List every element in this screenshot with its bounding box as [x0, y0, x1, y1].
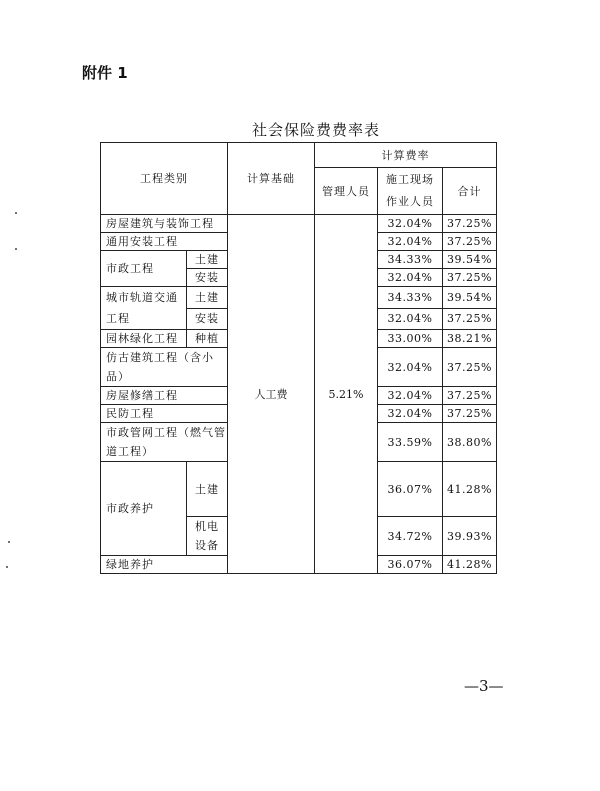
site-rate: 34.33%: [378, 251, 443, 269]
row-subcategory: 土建: [187, 287, 228, 309]
total-rate: 37.25%: [443, 215, 497, 233]
scan-speck: [8, 541, 10, 543]
site-rate: 34.33%: [378, 287, 443, 309]
row-subcategory: 土建: [187, 251, 228, 269]
total-rate: 41.28%: [443, 462, 497, 517]
row-category: 绿地养护: [101, 556, 228, 574]
row-category: 民防工程: [101, 405, 228, 423]
table-title: 社会保险费费率表: [252, 121, 381, 139]
header-site-workers: 施工现场作业人员: [378, 168, 443, 215]
header-rate: 计算费率: [315, 143, 497, 168]
site-rate: 33.00%: [378, 330, 443, 348]
row-category: 房屋修缮工程: [101, 387, 228, 405]
header-management: 管理人员: [315, 168, 378, 215]
scan-speck: [6, 566, 8, 568]
row-category: 仿古建筑工程（含小品）: [101, 348, 228, 387]
management-rate: 5.21%: [315, 215, 378, 574]
row-subcategory: 安装: [187, 308, 228, 330]
page-number: —3—: [464, 677, 504, 695]
row-subcategory: 安装: [187, 269, 228, 287]
site-rate: 36.07%: [378, 462, 443, 517]
row-category: 房屋建筑与装饰工程: [101, 215, 228, 233]
row-subcategory: 机电设备: [187, 517, 228, 556]
scan-speck: [15, 212, 17, 214]
total-rate: 41.28%: [443, 556, 497, 574]
site-rate: 32.04%: [378, 269, 443, 287]
site-rate: 36.07%: [378, 556, 443, 574]
total-rate: 38.21%: [443, 330, 497, 348]
social-insurance-rate-table: [100, 142, 497, 574]
total-rate: 37.25%: [443, 348, 497, 387]
row-category: 市政工程: [101, 251, 187, 287]
site-rate: 33.59%: [378, 423, 443, 462]
total-rate: 39.54%: [443, 287, 497, 309]
header-basis: 计算基础: [228, 143, 315, 215]
site-rate: 32.04%: [378, 215, 443, 233]
site-rate: 32.04%: [378, 233, 443, 251]
row-category: 市政养护: [101, 462, 187, 556]
table-row: [101, 215, 497, 233]
total-rate: 37.25%: [443, 405, 497, 423]
total-rate: 37.25%: [443, 387, 497, 405]
row-category: 园林绿化工程: [101, 330, 187, 348]
row-subcategory: 种植: [187, 330, 228, 348]
site-rate: 32.04%: [378, 348, 443, 387]
total-rate: 38.80%: [443, 423, 497, 462]
row-category: 通用安装工程: [101, 233, 228, 251]
basis-value: 人工费: [228, 215, 315, 574]
table-row: [101, 143, 497, 168]
row-subcategory: 土建: [187, 462, 228, 517]
header-category: 工程类别: [101, 143, 228, 215]
total-rate: 37.25%: [443, 233, 497, 251]
header-total: 合计: [443, 168, 497, 215]
site-rate: 32.04%: [378, 308, 443, 330]
total-rate: 37.25%: [443, 269, 497, 287]
site-rate: 34.72%: [378, 517, 443, 556]
row-category: 市政管网工程（燃气管道工程）: [101, 423, 228, 462]
site-rate: 32.04%: [378, 405, 443, 423]
row-category: 城市轨道交通工程: [101, 287, 187, 330]
scan-speck: [15, 248, 17, 250]
total-rate: 39.54%: [443, 251, 497, 269]
site-rate: 32.04%: [378, 387, 443, 405]
total-rate: 37.25%: [443, 308, 497, 330]
attachment-label: 附件 1: [82, 64, 128, 82]
total-rate: 39.93%: [443, 517, 497, 556]
